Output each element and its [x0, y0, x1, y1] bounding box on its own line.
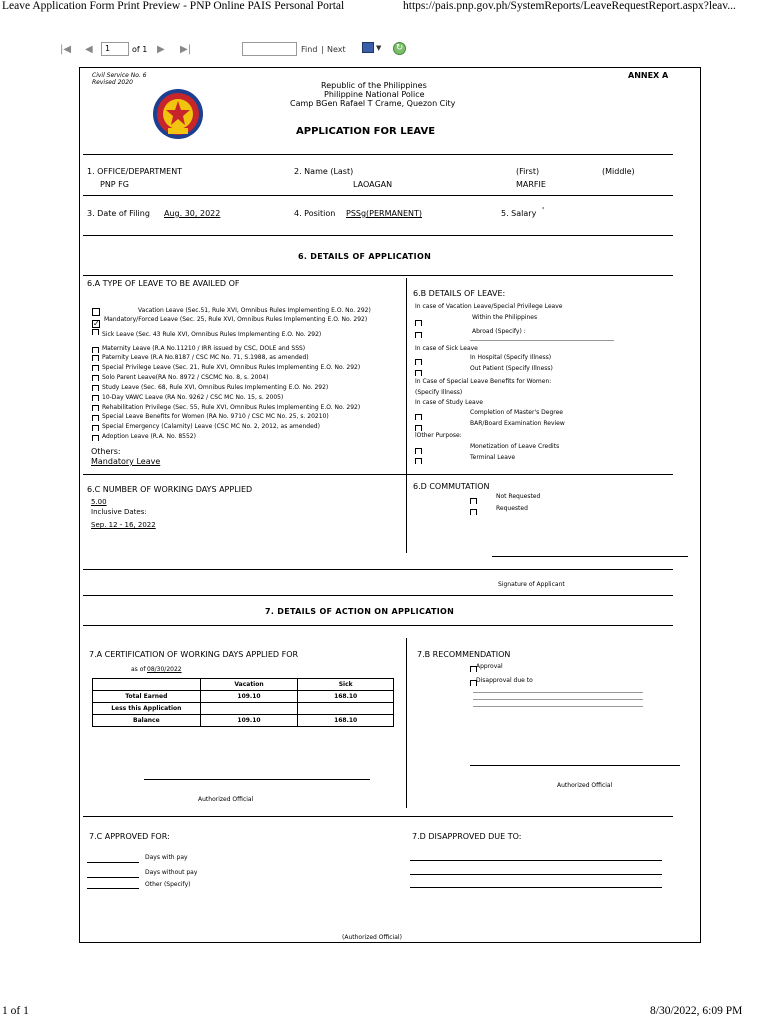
- monetization-checkbox[interactable]: [415, 448, 422, 454]
- s6b-terminal: Terminal Leave: [470, 454, 516, 461]
- republic-text: Republic of the Philippines: [321, 81, 427, 90]
- s7c-other: Other (Specify): [145, 881, 191, 888]
- form-title: APPLICATION FOR LEAVE: [296, 126, 436, 137]
- s7a-title: 7.A CERTIFICATION OF WORKING DAYS APPLIED FOR: [89, 650, 299, 659]
- last-name-value: LAOAGAN: [353, 180, 393, 189]
- within-philippines-checkbox[interactable]: [415, 320, 422, 326]
- page-count: of 1: [132, 45, 148, 54]
- s7a-asof-label: as of: [131, 666, 146, 673]
- s6b-sick-heading: In case of Sick Leave: [415, 345, 478, 352]
- s6d-title: 6.D COMMUTATION: [413, 482, 490, 491]
- leave-checkbox[interactable]: [92, 355, 99, 361]
- name-last-label: 2. Name (Last): [294, 167, 354, 176]
- pnp-logo: [152, 88, 204, 140]
- others-value: Mandatory Leave: [91, 457, 161, 466]
- table-header-cell: [93, 679, 201, 691]
- s7b-approval: Approval: [476, 663, 503, 670]
- print-header-url: https://pais.pnp.gov.ph/SystemReports/LeaveRequestReport.aspx?leav...: [403, 0, 736, 12]
- table-cell: Total Earned: [93, 691, 201, 703]
- s6d-not-requested: Not Requested: [496, 493, 541, 500]
- export-icon[interactable]: [362, 42, 374, 53]
- s6b-study-heading: In case of Study Leave: [415, 399, 483, 406]
- s6b-within: Within the Philippines: [472, 314, 538, 321]
- table-row: [93, 703, 394, 715]
- table-cell: Less this Application: [93, 703, 201, 715]
- leave-type: Rehabilitation Privilege (Sec. 55, Rule XVI, Omnibus Rules Implementing E.O. No. 292): [102, 404, 361, 411]
- out-patient-checkbox[interactable]: [415, 370, 422, 376]
- table-cell: 109.10: [200, 691, 298, 703]
- find-link[interactable]: Find: [301, 45, 318, 54]
- first-name-label: (First): [516, 167, 540, 176]
- s6c-title: 6.C NUMBER OF WORKING DAYS APPLIED: [87, 485, 253, 494]
- leave-checkbox[interactable]: [92, 435, 99, 441]
- table-header-cell: Sick: [298, 679, 394, 691]
- salary-label: 5. Salary: [501, 209, 537, 218]
- s6b-outpatient: Out Patient (Specify Illness): [470, 365, 553, 372]
- table-header-row: [93, 679, 394, 691]
- table-row: [93, 715, 394, 727]
- table-row: [93, 691, 394, 703]
- address-text: Camp BGen Rafael T Crame, Quezon City: [290, 99, 456, 108]
- table-cell: [298, 703, 394, 715]
- abroad-checkbox[interactable]: [415, 332, 422, 338]
- section7-title: 7. DETAILS OF ACTION ON APPLICATION: [265, 607, 455, 616]
- next-page-icon[interactable]: ▶: [157, 44, 165, 55]
- masters-degree-checkbox[interactable]: [415, 414, 422, 420]
- in-hospital-checkbox[interactable]: [415, 359, 422, 365]
- export-dropdown-icon[interactable]: ▼: [376, 44, 382, 52]
- print-footer-page: 1 of 1: [2, 1005, 29, 1017]
- s6b-hospital: In Hospital (Specify Illness): [470, 354, 552, 361]
- s6b-bar: BAR/Board Examination Review: [470, 420, 565, 427]
- table-cell: [200, 703, 298, 715]
- authorized-official-b: Authorized Official: [557, 782, 613, 789]
- leave-type: Sick Leave (Sec. 43 Rule XVI, Omnibus Rules Implementing E.O. No. 292): [102, 331, 322, 338]
- table-cell: 109.10: [200, 715, 298, 727]
- leave-checkbox[interactable]: [92, 425, 99, 431]
- leave-credits-table: [92, 678, 394, 727]
- salary-mark: ': [542, 206, 545, 215]
- position-value: PSSg(PERMANENT): [346, 209, 423, 218]
- leave-checkbox[interactable]: [92, 385, 99, 391]
- others-label: Others:: [91, 447, 121, 456]
- civil-service-number: Civil Service No. 6: [92, 72, 147, 79]
- s6c-dates: Sep. 12 - 16, 2022: [91, 521, 156, 529]
- s7c-title: 7.C APPROVED FOR:: [89, 832, 170, 841]
- s6c-days: 5.00: [91, 498, 107, 506]
- refresh-icon[interactable]: ↻: [393, 42, 406, 55]
- leave-type: Mandatory/Forced Leave (Sec. 25, Rule XVI, Omnibus Rules Implementing E.O. No. 292): [104, 316, 368, 323]
- s7d-title: 7.D DISAPPROVED DUE TO:: [412, 832, 522, 841]
- middle-name-label: (Middle): [602, 167, 635, 176]
- bar-review-checkbox[interactable]: [415, 425, 422, 431]
- leave-type: Special Privilege Leave (Sec. 21, Rule XVI, Omnibus Rules Implementing E.O. No. 292): [102, 364, 361, 371]
- position-label: 4. Position: [294, 209, 336, 218]
- previous-page-icon[interactable]: ◀: [85, 44, 93, 55]
- leave-checkbox[interactable]: [92, 329, 99, 335]
- not-requested-checkbox[interactable]: [470, 498, 477, 504]
- date-filing-value: Aug. 30, 2022: [164, 209, 221, 218]
- leave-checkbox[interactable]: [92, 308, 100, 316]
- leave-type: 10-Day VAWC Leave (RA No. 9262 / CSC MC No. 15, s. 2005): [102, 394, 284, 401]
- s6b-abroad: Abroad (Specify) :: [472, 328, 526, 335]
- table-cell: Balance: [93, 715, 201, 727]
- signature-applicant-label: Signature of Applicant: [498, 581, 565, 588]
- requested-checkbox[interactable]: [470, 509, 477, 515]
- print-footer-datetime: 8/30/2022, 6:09 PM: [650, 1005, 743, 1017]
- s6b-vacation-heading: In case of Vacation Leave/Special Privilege Leave: [415, 303, 563, 310]
- leave-checkbox[interactable]: [92, 347, 99, 353]
- s6b-specify: (Specify Illness): [415, 389, 463, 396]
- office-label: 1. OFFICE/DEPARTMENT: [87, 167, 183, 176]
- s6b-women-heading: In Case of Special Leave Benefits for Women:: [415, 378, 552, 385]
- leave-type: Special Leave Benefits for Women (RA No. 9710 / CSC MC No. 25, s. 20210): [102, 413, 329, 420]
- s6c-inclusive-label: Inclusive Dates:: [91, 508, 147, 516]
- agency-text: Philippine National Police: [324, 90, 425, 99]
- leave-type: Special Emergency (Calamity) Leave (CSC MC No. 2, 2012, as amended): [102, 423, 320, 430]
- revised-year: Revised 2020: [92, 79, 133, 86]
- table-cell: 168.10: [298, 715, 394, 727]
- leave-type: Vacation Leave (Sec.51, Rule XVI, Omnibus Rules Implementing E.O. No. 292): [138, 307, 371, 314]
- date-filing-label: 3. Date of Filing: [87, 209, 150, 218]
- table-header-cell: Vacation: [200, 679, 298, 691]
- leave-checkbox[interactable]: [92, 375, 99, 381]
- toolbar-separator: |: [321, 45, 324, 54]
- section6-title: 6. DETAILS OF APPLICATION: [298, 252, 432, 261]
- s7c-without-pay: Days without pay: [145, 869, 198, 876]
- s6b-title: 6.B DETAILS OF LEAVE:: [413, 289, 506, 298]
- first-page-icon[interactable]: |◀: [60, 44, 72, 55]
- s6a-title: 6.A TYPE OF LEAVE TO BE AVAILED OF: [87, 279, 240, 288]
- s6d-requested: Requested: [496, 505, 528, 512]
- first-name-value: MARFIE: [516, 180, 546, 189]
- authorized-official-a: Authorized Official: [198, 796, 254, 803]
- leave-type: Adoption Leave (R.A. No. 8552): [102, 433, 196, 440]
- leave-checkbox[interactable]: [92, 395, 99, 401]
- leave-checkbox-checked[interactable]: ✓: [93, 319, 100, 328]
- find-input[interactable]: [242, 42, 297, 56]
- leave-application-form: [79, 67, 701, 943]
- office-value: PNP FG: [100, 180, 129, 189]
- next-link[interactable]: Next: [327, 45, 346, 54]
- s6b-monetization: Monetization of Leave Credits: [470, 443, 560, 450]
- leave-type: Maternity Leave (R.A No.11210 / IRR issued by CSC, DOLE and SSS): [102, 345, 306, 352]
- leave-type: Paternity Leave (R.A No.8187 / CSC MC No. 71, S.1988, as amended): [102, 354, 309, 361]
- leave-checkbox[interactable]: [92, 365, 99, 371]
- leave-checkbox[interactable]: [92, 405, 99, 411]
- authorized-official-c: (Authorized Official): [342, 934, 402, 941]
- last-page-icon[interactable]: ▶|: [180, 44, 192, 55]
- leave-type: Study Leave (Sec. 68, Rule XVI, Omnibus Rules Implementing E.O. No. 292): [102, 384, 329, 391]
- s7a-asof-date: 08/30/2022: [147, 666, 182, 673]
- s7b-disapproval: Disapproval due to: [476, 677, 533, 684]
- annex-label: ANNEX A: [628, 71, 669, 80]
- page-number-input[interactable]: 1: [101, 42, 129, 56]
- leave-type: Solo Parent Leave(RA No. 8972 / CSCMC No. 8, s. 2004): [102, 374, 269, 381]
- leave-checkbox[interactable]: [92, 415, 99, 421]
- table-cell: 168.10: [298, 691, 394, 703]
- s7b-title: 7.B RECOMMENDATION: [417, 650, 511, 659]
- print-header-title: Leave Application Form Print Preview - PNP Online PAIS Personal Portal: [2, 0, 345, 12]
- terminal-leave-checkbox[interactable]: [415, 458, 422, 464]
- s6b-masters: Completion of Master's Degree: [470, 409, 563, 416]
- s6b-other-heading: lOther Purpose:: [415, 432, 462, 439]
- s7c-with-pay: Days with pay: [145, 854, 188, 861]
